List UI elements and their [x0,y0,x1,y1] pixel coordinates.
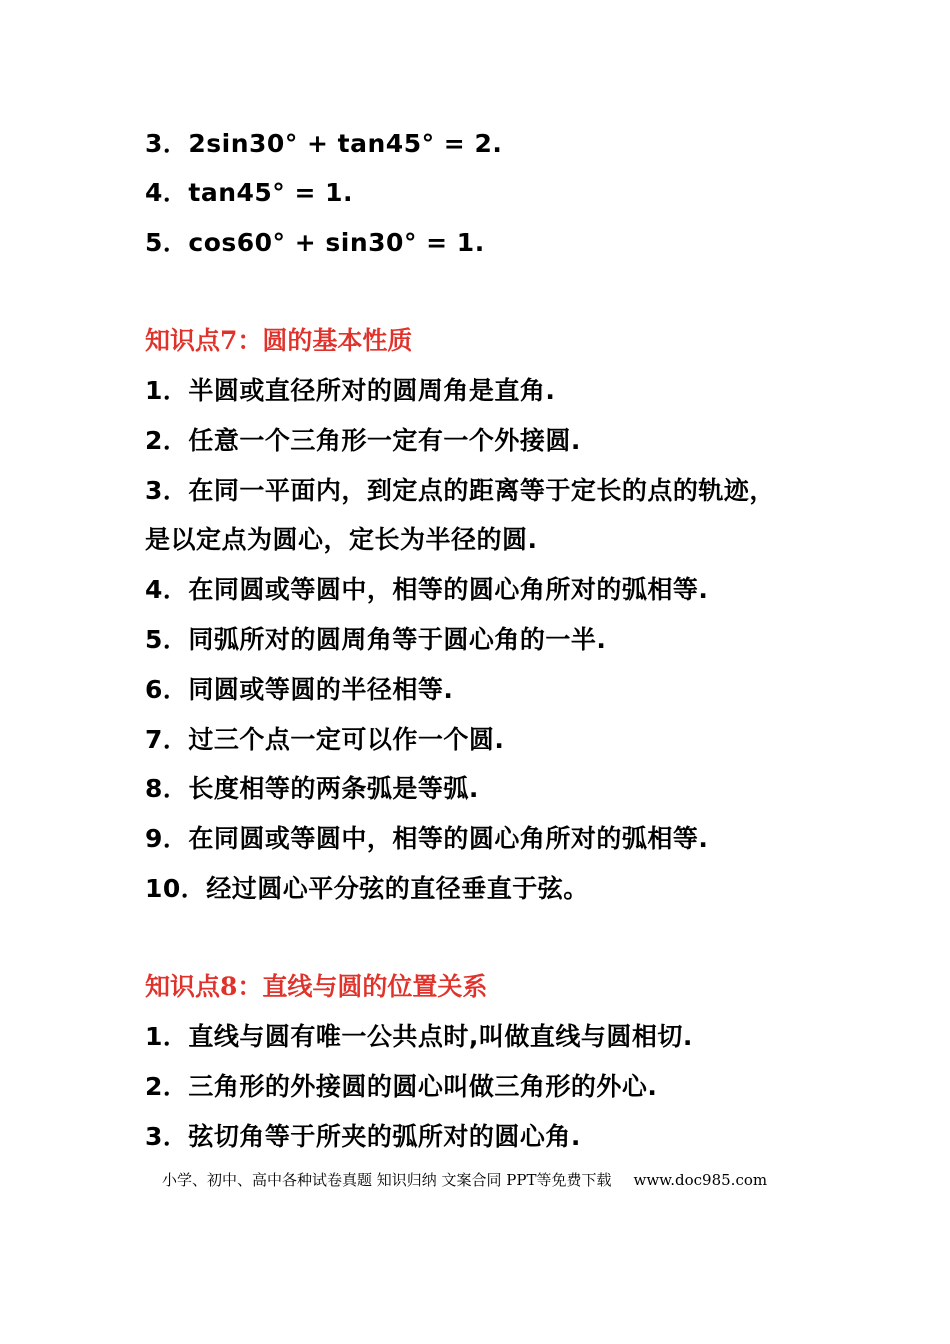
section-7-item: 2．任意一个三角形一定有一个外接圆. [145,426,581,455]
section-7-item: 7．过三个点一定可以作一个圆. [145,725,505,754]
page-footer [162,1170,767,1190]
section-8-item: 1．直线与圆有唯一公共点时,叫做直线与圆相切. [145,1022,693,1051]
section-8-item: 2．三角形的外接圆的圆心叫做三角形的外心. [145,1072,658,1101]
section-8-item: 3．弦切角等于所夹的弧所对的圆心角. [145,1122,581,1151]
section-7-item: 6．同圆或等圆的半径相等. [145,675,454,704]
trig-item-4: 4．tan45° = 1. [145,178,354,207]
section-7-item: 4．在同圆或等圆中，相等的圆心角所对的弧相等. [145,575,709,604]
section-7-heading: 知识点7：圆的基本性质 [145,326,413,355]
section-7-item: 9．在同圆或等圆中，相等的圆心角所对的弧相等. [145,824,709,853]
trig-item-3: 3．2sin30° + tan45° = 2. [145,129,503,158]
section-7-item: 8．长度相等的两条弧是等弧. [145,774,479,803]
section-7-item: 5．同弧所对的圆周角等于圆心角的一半. [145,625,607,654]
section-7-item-continuation: 是以定点为圆心，定长为半径的圆. [145,525,538,554]
section-7-item: 1．半圆或直径所对的圆周角是直角. [145,376,556,405]
section-7-item: 3．在同一平面内，到定点的距离等于定长的点的轨迹， [145,476,775,505]
section-8-heading: 知识点8：直线与圆的位置关系 [145,972,488,1001]
footer-url[interactable]: www.doc985.com [633,1171,768,1189]
trig-item-5: 5．cos60° + sin30° = 1. [145,228,485,257]
footer-text: 小学、初中、高中各种试卷真题 知识归纳 文案合同 PPT等免费下载 [162,1171,612,1189]
section-7-item: 10．经过圆心平分弦的直径垂直于弦。 [145,874,589,903]
